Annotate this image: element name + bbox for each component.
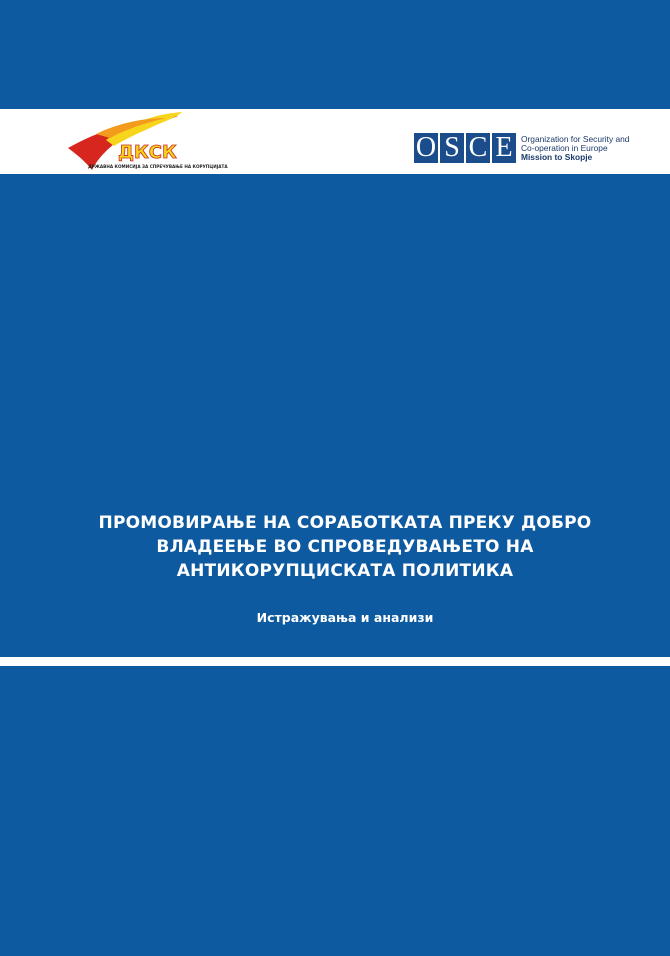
footer-stripe — [0, 657, 670, 666]
dksk-caption: ДРЖАВНА КОМИСИЈА ЗА СПРЕЧУВАЊЕ НА КОРУПЦИЈАТА — [88, 164, 228, 169]
osce-letter-e: E — [492, 133, 516, 163]
cover-title-line-1: ПРОМОВИРАЊЕ НА СОРАБОТКАТА ПРЕКУ ДОБРО — [98, 513, 592, 533]
cover-subtitle: Истражувања и анализи — [256, 610, 434, 625]
cover-title-line-3: АНТИКОРУПЦИСКАТА ПОЛИТИКА — [176, 561, 514, 581]
dksk-logo — [66, 110, 216, 172]
osce-org-name — [521, 135, 629, 162]
dksk-logo-text: ДКСК — [118, 142, 177, 163]
osce-letter-s: S — [440, 133, 464, 163]
cover-title-line-2: ВЛАДЕЕЊЕ ВО СПРОВЕДУВАЊЕТО НА — [156, 537, 534, 557]
cover-title — [60, 511, 630, 583]
osce-line-2: Co-operation in Europe — [521, 142, 608, 153]
osce-letter-c: C — [466, 133, 490, 163]
osce-logo — [414, 132, 629, 164]
osce-line-1: Organization for Security and — [521, 133, 630, 144]
osce-mission: Mission to Skopje — [521, 151, 593, 162]
osce-letter-o: O — [415, 132, 437, 163]
